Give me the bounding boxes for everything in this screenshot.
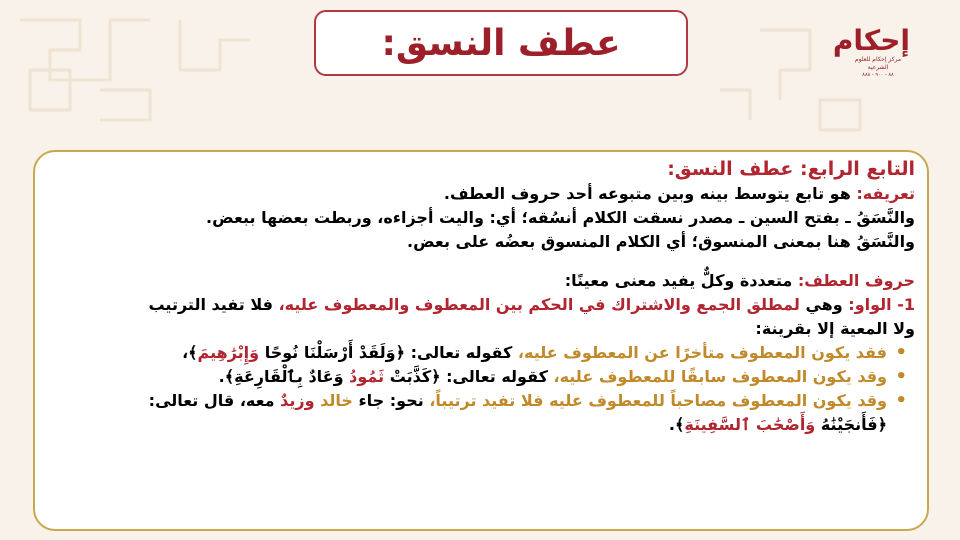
bullet-dot-icon: • [895,342,907,363]
bullet-3-red: وزيدٌ [280,391,315,410]
waw-line-2: ولا المعية إلا بقرينة: [755,319,915,338]
bullet-3-gold: وقد يكون المعطوف مصاحباً للمعطوف عليه فلا تفيد ترتيباً، [429,391,887,410]
bullet-3-black: نحو: جاء [358,391,424,410]
bullet-item-3 [45,389,915,413]
slide-title: عطف النسق: [381,22,621,64]
bullet-1-red: وَإِبْرَٰهِيمَ [197,343,260,362]
bullet-3-black-2: معه، قال تعالى: [148,391,275,410]
bullet-1-end: ﴾، [182,343,198,362]
bullet-2-black-2: وَعَادٌ بِٱلْقَارِعَةِ [234,367,344,386]
bullet-3-gold-2: خالد [320,391,353,410]
heading-prefix: التابع الرابع: [800,158,915,180]
logo-brand: إحكام [832,24,910,57]
section-heading [45,156,915,182]
definition-line [45,182,915,206]
slide-title-box [314,10,688,76]
bullet-2-gold: وقد يكون المعطوف سابقًا للمعطوف عليه، [553,367,887,386]
bullet-dot-icon: • [895,366,907,387]
bullet-1-black: كقوله تعالى: ﴿وَلَقَدْ أَرْسَلْنَا نُوحًا [264,343,513,362]
content-text [45,156,915,437]
logo [832,24,910,94]
bullet-dot-icon: • [895,390,907,411]
bullet-3-cont-end: ﴾. [668,415,685,434]
letters-line [45,269,915,293]
bullet-2-end: ﴾. [218,367,235,386]
logo-tagline: مركز إحكام للعلوم الشرعية [854,56,902,71]
waw-text-c: فلا تفيد الترتيب [148,295,273,314]
bullet-item-1 [45,341,915,365]
bullet-1-gold: فقد يكون المعطوف متأخرًا عن المعطوف عليه، [517,343,887,362]
bullet-2-red: ثَمُودُ [349,367,385,386]
logo-code: ٨٨ - ٩٠٠ - ٨٨٨ [862,72,894,78]
bullet-3-cont-a: ﴿فَأَنجَيْنَٰهُ [820,415,887,434]
content-panel [33,150,929,531]
waw-text-b: لمطلق الجمع والاشتراك في الحكم بين المعطوف والمعطوف عليه، [278,295,800,314]
bullet-3-cont-red: وَأَصْحَٰبَ ٱلسَّفِينَةِ [684,415,816,434]
bullet-item-2 [45,365,915,389]
nasaq-line-2: والنَّسَقُ هنا بمعنى المنسوق؛ أي الكلام المنسوق بعضُه على بعض. [407,232,915,251]
waw-line [45,293,915,317]
definition-label: تعريفه: [856,184,915,203]
bullet-2-black: كقوله تعالى: ﴿كَذَّبَتْ [389,367,548,386]
definition-text: هو تابع يتوسط بينه وبين متبوعه أحد حروف العطف. [443,184,851,203]
letters-text: متعددة وكلٌّ يفيد معنى معينًا: [564,271,793,290]
nasaq-line-1: والنَّسَقُ ـ بفتح السين ـ مصدر نسقت الكلام أنسُقه؛ أي: واليت أجزاءه، وربطت بعضها ببعض. [206,208,915,227]
waw-text-a: وهي [805,295,843,314]
letters-label: حروف العطف: [797,271,915,290]
bullet-3-continuation [45,413,915,437]
waw-label: 1- الواو: [848,295,915,314]
heading-topic: عطف النسق: [667,158,794,180]
